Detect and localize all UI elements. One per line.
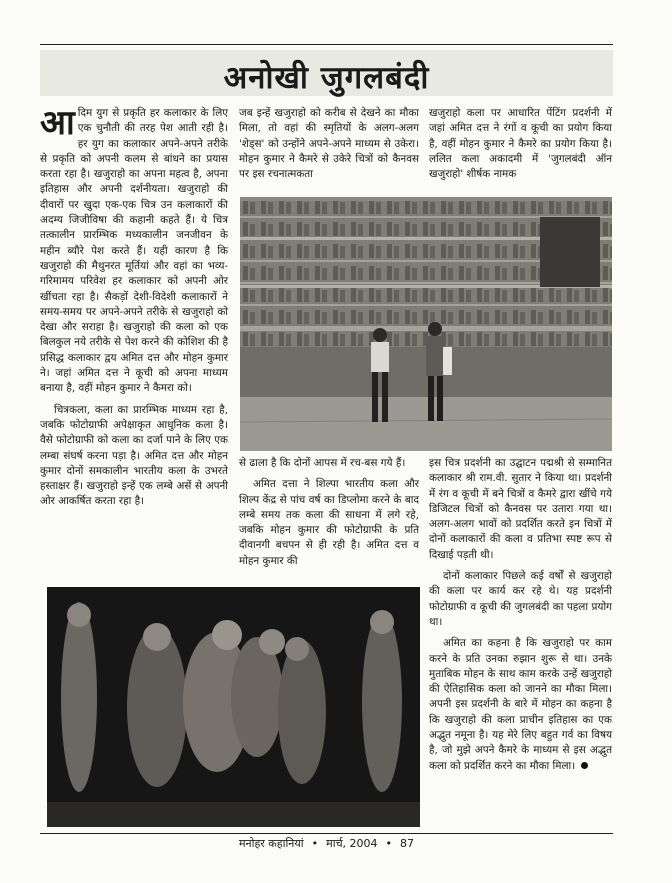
bullet-icon: • xyxy=(385,837,393,850)
footer-rule xyxy=(40,833,613,834)
issue-date: मार्च, 2004 xyxy=(326,837,378,850)
column-3-bottom xyxy=(429,456,612,774)
top-rule xyxy=(40,44,613,45)
end-mark-icon xyxy=(581,762,588,769)
paragraph-text: दिम युग से प्रकृति हर कलाकार के लिए एक चुनौती की तरह पेश आती रही है। हर युग का कलाकार अपने-अपने तरीके से प्रकृति को अपनी कलम से बांधने का प्रयास करता रहा है। खजुराहो का अपना महत्व है, अपना इतिहास और अपनी दर्शनीयता। खजुराहो की दीवारों पर खुदा एक-एक चित्र उन कलाकारों की अदम्य जिजीविषा की कहानी कहते हैं। ये चित्र तत्कालीन प्रारम्भिक मध्यकालीन जनजीवन के महीन ब्यौरे पेश करते हैं। यही कारण है कि खजुराहो की मैथुनरत मूर्तियां और वहां का भव्य-गरिमामय परिवेश हर कलाकार को अपनी ओर खींचता रहा है। सैकड़ों देशी-विदेशी कलाकारों ने समय-समय पर अपने-अपने तरीके से खजुराहो को देखा और सराहा है। खजुराहो की कला को एक बिलकुल नये तरीके से पेश करने की कोशिश की है प्रसिद्ध कलाकार द्वय अमित दत्त और मोहन कुमार ने। जहां अमित दत्त ने कूची को अपना माध्यम बनाया है, वहीं मोहन कुमार ने कैमरा को। xyxy=(40,107,228,395)
paragraph: जब इन्हें खजुराहो को करीब से देखने का मौका मिला, तो वहां की स्मृतियों के अलग-अलग 'शेड्स' को उन्होंने अपने-अपने माध्यम से उकेरा। मोहन कुमार ने कैमरे से उकेरे चित्रों को कैनवस पर इस रचनात्मकता xyxy=(239,107,419,181)
temple-photo xyxy=(240,197,612,451)
paragraph: से ढाला है कि दोनों आपस में रच-बस गये हैं। xyxy=(239,457,406,469)
paragraph: इस चित्र प्रदर्शनी का उद्घाटन पद्मश्री से सम्मानित कलाकार श्री राम.वी. सुतार ने किया था। प्रदर्शनी में रंग व कूची में बने चित्रों व कैमरे द्वारा खींचे गये डिजिटल चित्रों को कैनवस पर उतारा गया था। अलग-अलग भावों को प्रदर्शित करते इन चित्रों में दोनों कलाकारों की कला व प्रतिभा स्पष्ट रूप से दिखाई पड़ती थी। xyxy=(429,457,612,561)
paragraph: दोनों कलाकार पिछले कई वर्षों से खजुराहो की कला पर कार्य कर रहे थे। यह प्रदर्शनी फोटोग्राफी व कूची की जुगलबंदी का पहला प्रयोग था। xyxy=(429,570,612,628)
bullet-icon: • xyxy=(311,837,319,850)
column-3-top xyxy=(429,106,612,182)
paragraph-text: अमित का कहना है कि खजुराहो पर काम करने के प्रति उनका रुझान शुरू से था। उनके मुताबिक मोहन के साथ काम करके उन्हें खजुराहो की ऐतिहासिक कला को जानने का मौका मिला। अपनी इस प्रदर्शनी के बारे में मोहन का कहना है कि खजुराहो की कला प्राचीन इतिहास का एक अद्भुत नमूना है। यह मेरे लिए बहुत गर्व का विषय है, जो मुझे अपने कैमरे के माध्यम से इस अद्भुत कला को प्रदर्शित करने का मौका मिला। xyxy=(429,637,612,772)
paragraph: खजुराहो कला पर आधारित पेंटिंग प्रदर्शनी में जहां अमित दत्त ने रंगों व कूची का प्रयोग किया है, वहीं मोहन कुमार ने कैमरे का प्रयोग किया है। ललित कला अकादमी में 'जुगलबंदी ऑन खजुराहो' शीर्षक नामक xyxy=(429,107,612,181)
drop-cap: आ xyxy=(40,103,75,143)
sculpture-photo xyxy=(47,587,420,827)
column-2-top xyxy=(239,106,419,182)
sculpture-illustration xyxy=(47,587,420,827)
page-footer xyxy=(40,836,613,851)
column-1 xyxy=(40,103,228,510)
magazine-name: मनोहर कहानियां xyxy=(238,837,304,850)
article-title: अनोखी जुगलबंदी xyxy=(223,60,430,96)
column-2-middle xyxy=(239,456,419,569)
paragraph xyxy=(429,636,612,774)
temple-illustration xyxy=(240,197,612,451)
paragraph: अमित दत्ता ने शिल्पा भारतीय कला और शिल्प केंद्र से पांच वर्ष का डिप्लोमा करने के बाद लम्बे समय तक कला की साधना में लगे रहे, जबकि मोहन कुमार की फोटोग्राफी के प्रति दीवानगी बचपन से ही रही है। अमित दत्त व मोहन कुमार की xyxy=(239,478,419,567)
paragraph xyxy=(40,103,228,397)
page-number: 87 xyxy=(400,837,415,850)
paragraph: चित्रकला, कला का प्रारम्भिक माध्यम रहा है, जबकि फोटोग्राफी अपेक्षाकृत आधुनिक कला है। वैसे फोटोग्राफी को कला का दर्जा पाने के लिए एक लम्बा संघर्ष करना पड़ा है। अमित दत्त और मोहन कुमार दोनों समकालीन भारतीय कला के उभरते हस्ताक्षर हैं। खजुराहो इन्हें एक लम्बे असें से अपनी ओर आकर्षित करता रहा है। xyxy=(40,403,228,508)
